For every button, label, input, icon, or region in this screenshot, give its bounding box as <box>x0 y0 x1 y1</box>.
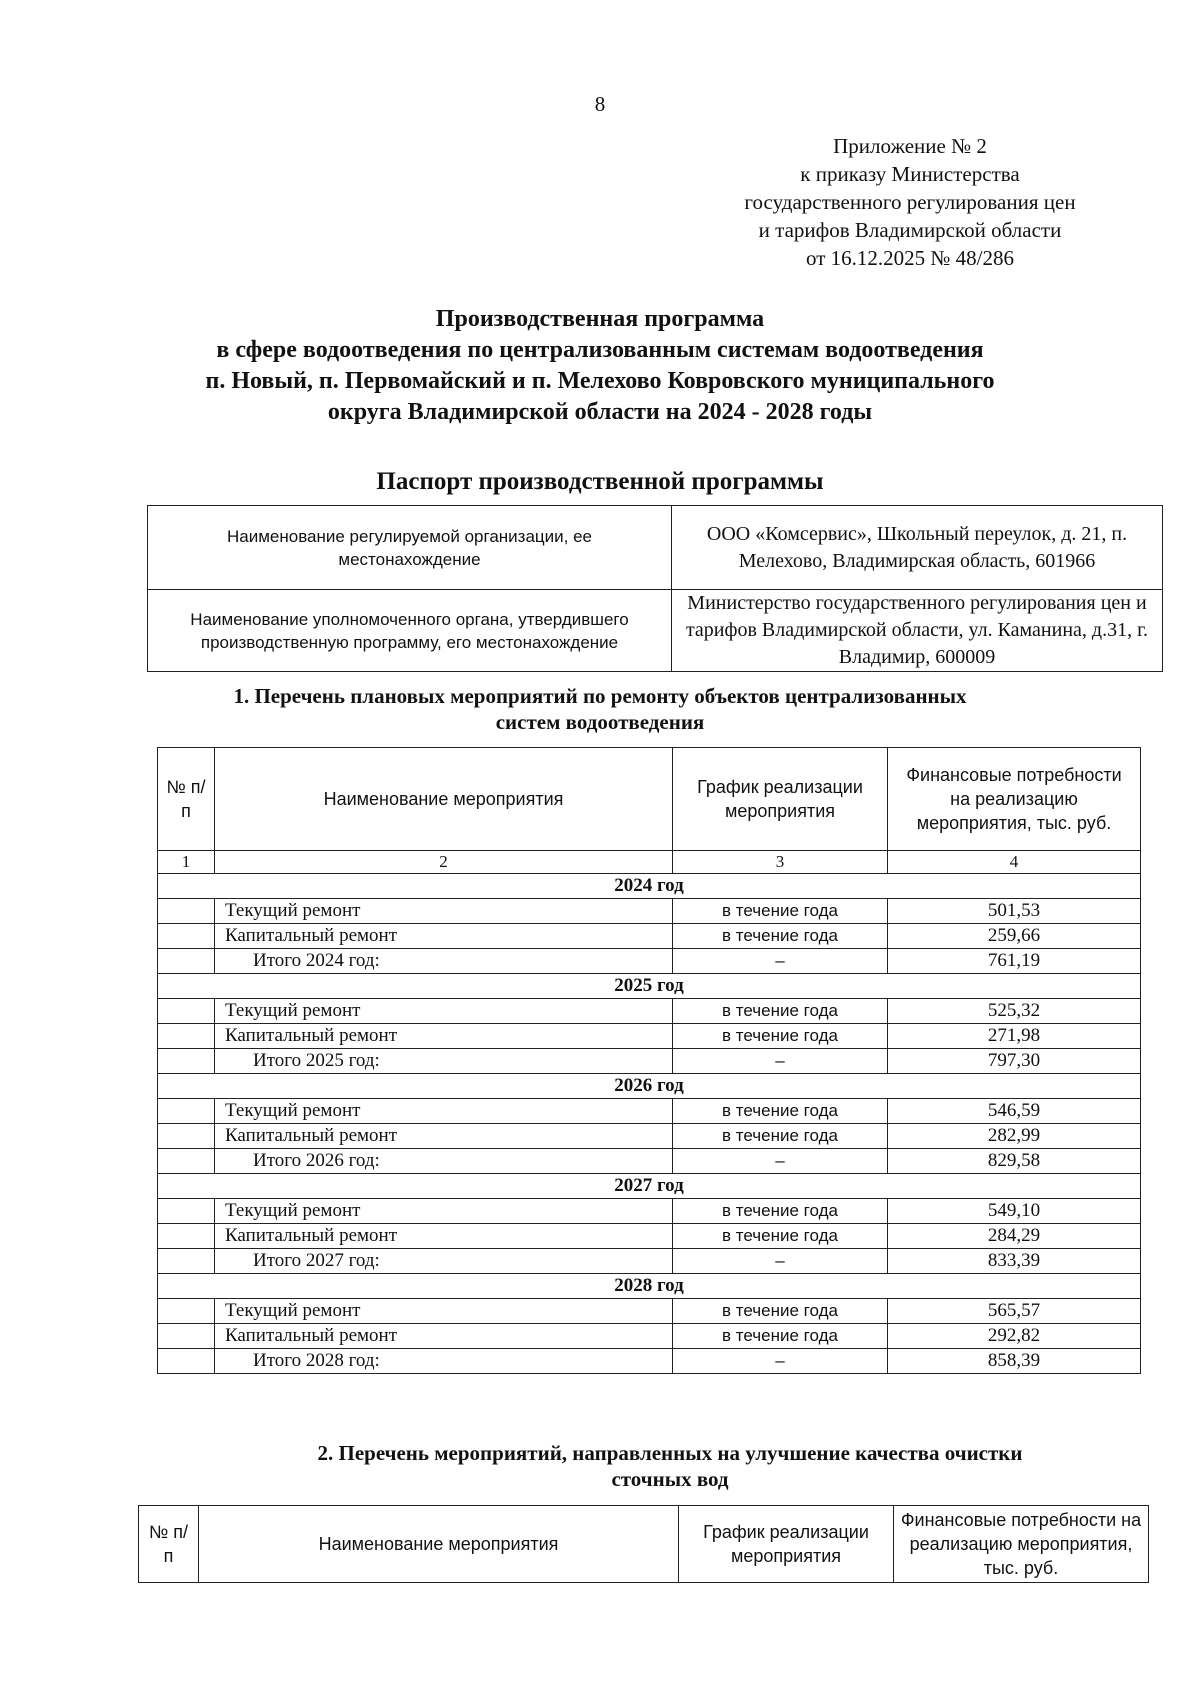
column-number: 4 <box>888 851 1141 874</box>
appendix-line: к приказу Министерства <box>800 162 1020 186</box>
year-row <box>158 874 1141 899</box>
total-cost: 833,39 <box>888 1249 1141 1274</box>
title-line: п. Новый, п. Первомайский и п. Мелехово Ковровского муниципального <box>205 368 995 394</box>
event-cost: 501,53 <box>888 899 1141 924</box>
row-num <box>158 924 215 949</box>
header-cost: Финансовые потребности на реализацию мероприятия, тыс. руб. <box>894 1506 1149 1583</box>
total-cost: 858,39 <box>888 1349 1141 1374</box>
passport-table <box>147 505 1163 672</box>
event-schedule: в течение года <box>673 924 888 949</box>
event-cost: 282,99 <box>888 1124 1141 1149</box>
year-row <box>158 1274 1141 1299</box>
header-schedule: График реализации мероприятия <box>673 748 888 851</box>
event-name: Текущий ремонт <box>215 899 673 924</box>
event-schedule: в течение года <box>673 1024 888 1049</box>
appendix-line: государственного регулирования цен <box>744 190 1076 214</box>
events-header-row <box>158 748 1141 851</box>
quality-header-row <box>139 1506 1149 1583</box>
row-num <box>158 1249 215 1274</box>
event-name: Капитальный ремонт <box>215 1124 673 1149</box>
section2-title <box>200 1440 1140 1492</box>
section2-title-line: сточных вод <box>611 1467 729 1491</box>
passport-value: Министерство государственного регулирования цен и тарифов Владимирской области, ул. Каманина, д.31, г. Владимир, 600009 <box>672 590 1163 672</box>
event-cost: 546,59 <box>888 1099 1141 1124</box>
total-label: Итого 2024 год: <box>215 949 673 974</box>
row-num <box>158 1024 215 1049</box>
total-cost: 829,58 <box>888 1149 1141 1174</box>
year-row <box>158 1174 1141 1199</box>
total-cost: 797,30 <box>888 1049 1141 1074</box>
row-num <box>158 1124 215 1149</box>
year-row <box>158 974 1141 999</box>
row-num <box>158 999 215 1024</box>
table-row <box>158 924 1141 949</box>
appendix-note <box>700 132 1120 272</box>
passport-label: Наименование уполномоченного органа, утвердившего производственную программу, его местонахождение <box>148 590 672 672</box>
event-schedule: в течение года <box>673 1224 888 1249</box>
event-name: Капитальный ремонт <box>215 1024 673 1049</box>
year-heading: 2027 год <box>158 1174 1141 1199</box>
total-label: Итого 2025 год: <box>215 1049 673 1074</box>
appendix-line: и тарифов Владимирской области <box>758 218 1062 242</box>
event-cost: 565,57 <box>888 1299 1141 1324</box>
row-num <box>158 1199 215 1224</box>
table-row <box>158 1124 1141 1149</box>
section1-title <box>140 683 1060 735</box>
quality-events-table <box>138 1505 1149 1583</box>
section1-title-line: систем водоотведения <box>495 710 705 734</box>
event-schedule: в течение года <box>673 999 888 1024</box>
header-name: Наименование мероприятия <box>199 1506 679 1583</box>
event-schedule: в течение года <box>673 1099 888 1124</box>
title-line: Производственная программа <box>435 306 765 332</box>
header-num: № п/п <box>139 1506 199 1583</box>
total-schedule: – <box>673 1049 888 1074</box>
total-row <box>158 1349 1141 1374</box>
event-schedule: в течение года <box>673 1324 888 1349</box>
header-name: Наименование мероприятия <box>215 748 673 851</box>
row-num <box>158 1224 215 1249</box>
total-row <box>158 1249 1141 1274</box>
event-name: Текущий ремонт <box>215 999 673 1024</box>
repair-events-table <box>157 747 1141 1374</box>
table-row <box>158 1024 1141 1049</box>
total-schedule: – <box>673 1149 888 1174</box>
total-row <box>158 1149 1141 1174</box>
event-cost: 259,66 <box>888 924 1141 949</box>
column-number: 3 <box>673 851 888 874</box>
event-name: Капитальный ремонт <box>215 1324 673 1349</box>
passport-title: Паспорт производственной программы <box>376 468 824 495</box>
total-row <box>158 1049 1141 1074</box>
total-cost: 761,19 <box>888 949 1141 974</box>
row-num <box>158 1149 215 1174</box>
column-number: 1 <box>158 851 215 874</box>
row-num <box>158 1099 215 1124</box>
passport-value: ООО «Комсервис», Школьный переулок, д. 21, п. Мелехово, Владимирская область, 601966 <box>672 506 1163 590</box>
year-heading: 2025 год <box>158 974 1141 999</box>
total-schedule: – <box>673 1249 888 1274</box>
table-row <box>158 1299 1141 1324</box>
total-label: Итого 2028 год: <box>215 1349 673 1374</box>
row-num <box>158 949 215 974</box>
event-cost: 549,10 <box>888 1199 1141 1224</box>
row-num <box>158 1324 215 1349</box>
year-heading: 2026 год <box>158 1074 1141 1099</box>
total-label: Итого 2027 год: <box>215 1249 673 1274</box>
year-row <box>158 1074 1141 1099</box>
year-heading: 2024 год <box>158 874 1141 899</box>
passport-row <box>148 506 1163 590</box>
table-row <box>158 1199 1141 1224</box>
row-num <box>158 899 215 924</box>
document-title <box>100 304 1100 428</box>
event-cost: 292,82 <box>888 1324 1141 1349</box>
event-cost: 525,32 <box>888 999 1141 1024</box>
total-schedule: – <box>673 949 888 974</box>
table-row <box>158 1099 1141 1124</box>
header-num: № п/п <box>158 748 215 851</box>
total-row <box>158 949 1141 974</box>
event-name: Капитальный ремонт <box>215 924 673 949</box>
event-schedule: в течение года <box>673 1124 888 1149</box>
section1-title-line: 1. Перечень плановых мероприятий по ремонту объектов централизованных <box>233 684 967 708</box>
year-heading: 2028 год <box>158 1274 1141 1299</box>
passport-label: Наименование регулируемой организации, ее местонахождение <box>148 506 672 590</box>
table-row <box>158 899 1141 924</box>
event-schedule: в течение года <box>673 899 888 924</box>
event-name: Капитальный ремонт <box>215 1224 673 1249</box>
column-number-row <box>158 851 1141 874</box>
header-cost: Финансовые потребности на реализацию мероприятия, тыс. руб. <box>888 748 1141 851</box>
row-num <box>158 1049 215 1074</box>
passport-row <box>148 590 1163 672</box>
appendix-line: от 16.12.2025 № 48/286 <box>805 246 1015 270</box>
total-label: Итого 2026 год: <box>215 1149 673 1174</box>
event-schedule: в течение года <box>673 1299 888 1324</box>
event-name: Текущий ремонт <box>215 1299 673 1324</box>
event-cost: 284,29 <box>888 1224 1141 1249</box>
event-cost: 271,98 <box>888 1024 1141 1049</box>
event-name: Текущий ремонт <box>215 1099 673 1124</box>
table-row <box>158 1324 1141 1349</box>
table-row <box>158 999 1141 1024</box>
title-line: округа Владимирской области на 2024 - 2028 годы <box>327 399 873 425</box>
total-schedule: – <box>673 1349 888 1374</box>
table-row <box>158 1224 1141 1249</box>
event-schedule: в течение года <box>673 1199 888 1224</box>
section2-title-line: 2. Перечень мероприятий, направленных на улучшение качества очистки <box>317 1441 1023 1465</box>
row-num <box>158 1299 215 1324</box>
row-num <box>158 1349 215 1374</box>
header-schedule: График реализации мероприятия <box>679 1506 894 1583</box>
appendix-line: Приложение № 2 <box>833 134 987 158</box>
title-line: в сфере водоотведения по централизованным системам водоотведения <box>216 337 984 363</box>
column-number: 2 <box>215 851 673 874</box>
event-name: Текущий ремонт <box>215 1199 673 1224</box>
page-number: 8 <box>594 92 606 116</box>
